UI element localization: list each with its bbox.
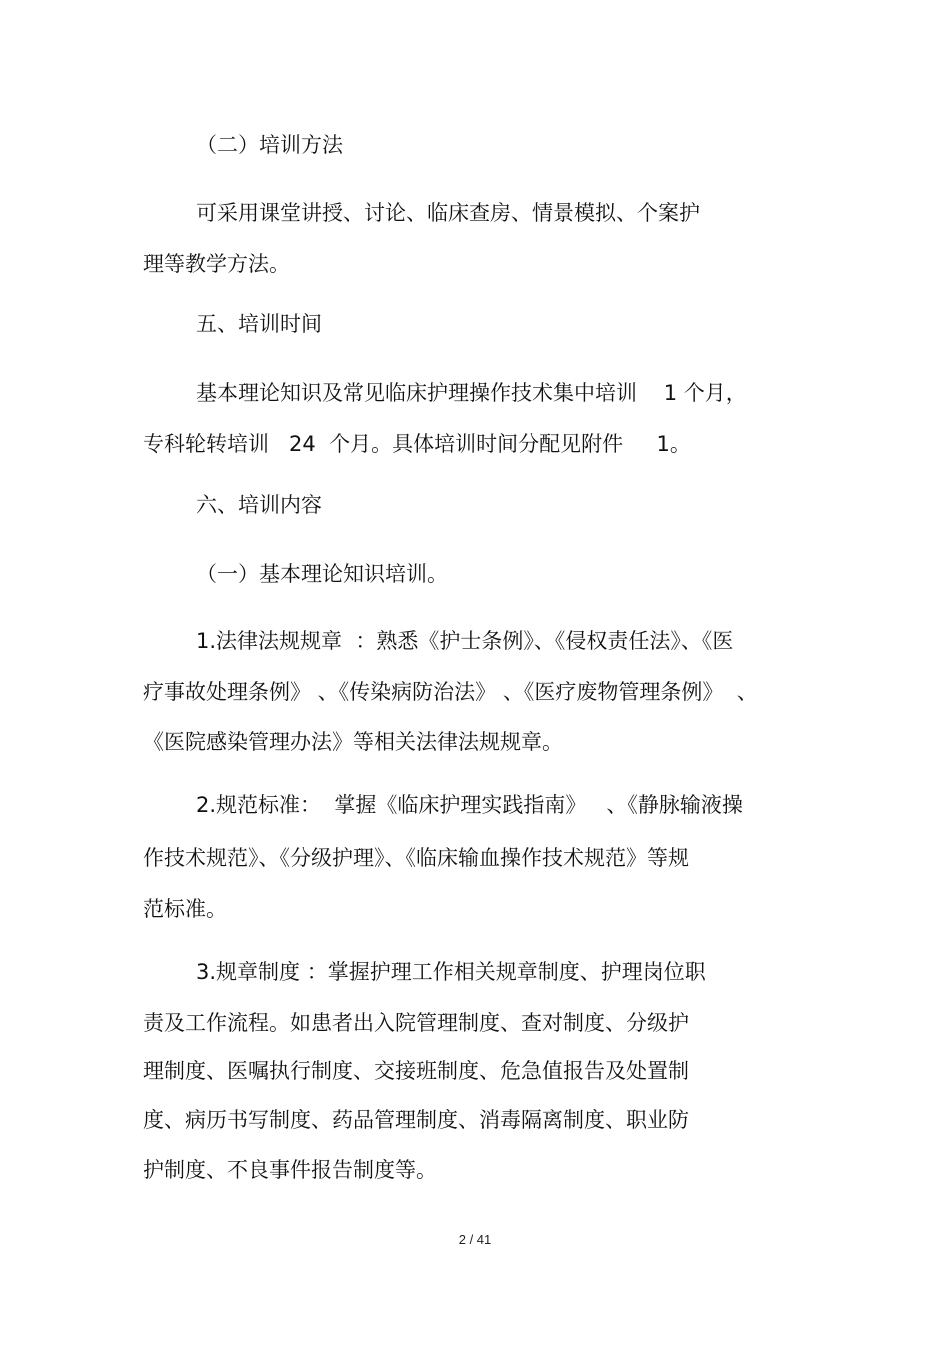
subheading-basic-theory: （一）基本理论知识培训。	[196, 562, 448, 586]
heading-training-content: 六、培训内容	[196, 493, 322, 517]
paragraph-regulations-line-4: 度、病历书写制度、药品管理制度、消毒隔离制度、职业防	[143, 1108, 689, 1132]
paragraph-regulations-line-3: 理制度、医嘱执行制度、交接班制度、危急值报告及处置制	[143, 1059, 689, 1083]
heading-training-time: 五、培训时间	[196, 312, 322, 336]
paragraph-training-time-line-1: 基本理论知识及常见临床护理操作技术集中培训 1 个月，	[196, 381, 747, 405]
paragraph-laws-line-3: 《医院感染管理办法》等相关法律法规规章。	[143, 730, 563, 754]
paragraph-regulations-line-2: 责及工作流程。如患者出入院管理制度、查对制度、分级护	[143, 1011, 689, 1035]
subheading-training-method: （二）培训方法	[196, 133, 343, 157]
paragraph-standards-line-2: 作技术规范》、《分级护理》、《临床输血操作技术规范》等规	[143, 846, 689, 870]
paragraph-training-method-line-1: 可采用课堂讲授、讨论、临床查房、情景模拟、个案护	[196, 201, 700, 225]
paragraph-regulations-line-1: 3.规章制度 ：掌握护理工作相关规章制度、护理岗位职	[196, 960, 706, 984]
page-number: 2 / 41	[458, 1232, 492, 1247]
paragraph-standards-line-1: 2.规范标准： 掌握《临床护理实践指南》 、《静脉输液操	[196, 793, 743, 817]
paragraph-training-time-line-2: 专科轮转培训 24 个月。具体培训时间分配见附件 1。	[143, 432, 691, 456]
paragraph-laws-line-1: 1.法律法规规章 ：熟悉《护士条例》、《侵权责任法》、《医	[196, 629, 734, 653]
paragraph-regulations-line-5: 护制度、不良事件报告制度等。	[143, 1158, 437, 1182]
paragraph-laws-line-2: 疗事故处理条例》 、《传染病防治法》 、《医疗废物管理条例》 、	[143, 680, 758, 704]
paragraph-standards-line-3: 范标准。	[143, 897, 227, 921]
paragraph-training-method-line-2: 理等教学方法。	[143, 252, 290, 276]
